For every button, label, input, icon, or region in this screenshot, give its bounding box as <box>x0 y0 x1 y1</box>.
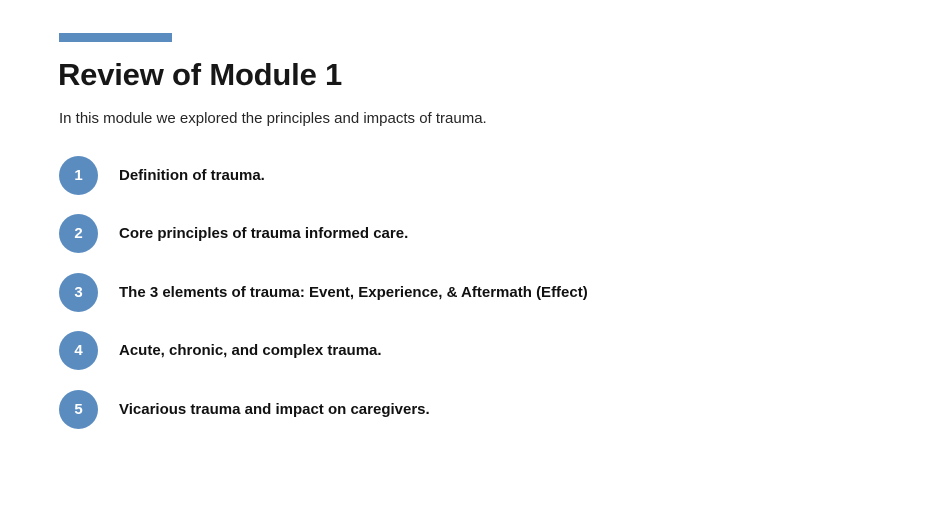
list-item-label: Definition of trauma. <box>119 166 265 184</box>
page-title: Review of Module 1 <box>58 57 343 92</box>
list-item <box>59 380 899 439</box>
list-item-number-badge: 4 <box>59 331 98 370</box>
list-item-label: Vicarious trauma and impact on caregivers. <box>119 400 430 418</box>
list-item <box>59 263 899 322</box>
list-item <box>59 205 899 264</box>
list-item <box>59 322 899 381</box>
list-item-number-badge: 1 <box>59 156 98 195</box>
accent-bar <box>59 33 172 42</box>
slide-subtitle: In this module we explored the principles and impacts of trauma. <box>59 110 487 127</box>
list-item-number-badge: 2 <box>59 214 98 253</box>
list-item-label: Acute, chronic, and complex trauma. <box>119 342 382 360</box>
list-item-label: Core principles of trauma informed care. <box>119 225 409 243</box>
list-item <box>59 146 899 205</box>
list-item-number-badge: 3 <box>59 273 98 312</box>
list-item-number-badge: 5 <box>59 390 98 429</box>
review-list <box>59 146 899 439</box>
list-item-label: The 3 elements of trauma: Event, Experience, & Aftermath (Effect) <box>119 283 588 301</box>
